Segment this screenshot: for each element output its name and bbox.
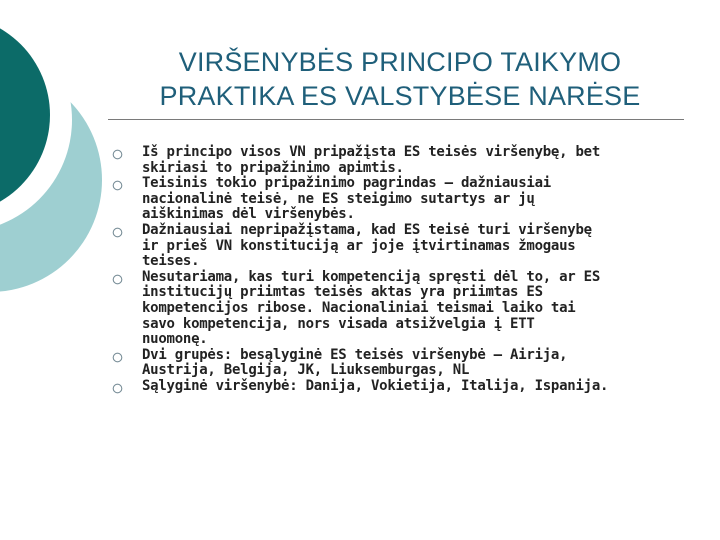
circle-bullet-icon <box>112 352 123 363</box>
bullet-line: aiškinimas dėl viršenybės. <box>142 206 355 223</box>
bullet-line: Iš principo visos VN pripažįsta ES teisės viršenybę, bet <box>142 144 601 160</box>
bullet-item <box>112 348 692 379</box>
circle-bullet-icon <box>112 149 123 160</box>
bullet-text <box>142 176 692 223</box>
circle-bullet-icon <box>112 180 123 191</box>
circle-bullet-icon <box>112 274 123 285</box>
bullet-text <box>142 223 692 270</box>
bullet-item <box>112 223 692 270</box>
bullet-line: kompetencijos ribose. Nacionaliniai teismai laiko tai <box>142 299 576 316</box>
bullet-item <box>112 270 692 348</box>
circle-bullet-icon <box>112 227 123 238</box>
bullet-line: Sąlyginė viršenybė: Danija, Vokietija, Italija, Ispanija. <box>142 377 609 394</box>
bullet-line: Dvi grupės: besąlyginė ES teisės viršenybė – Airija, <box>142 346 568 363</box>
circle-bullet-icon <box>112 383 123 394</box>
title-divider <box>108 119 684 120</box>
title-line-2: PRAKTIKA ES VALSTYBĖSE NARĖSE <box>159 81 641 111</box>
bullet-line: Nesutariama, kas turi kompetenciją spręsti dėl to, ar ES <box>142 268 601 285</box>
bullet-line: nacionalinė teisė, ne ES steigimo sutartys ar jų <box>142 190 535 207</box>
bullet-line: Austrija, Belgija, JK, Liuksemburgas, NL <box>142 362 470 379</box>
bullet-line: institucijų priimtas teisės aktas yra priimtas ES <box>142 284 543 301</box>
bullet-line: teises. <box>142 253 200 270</box>
bullet-text <box>142 348 692 379</box>
title-line-1: VIRŠENYBĖS PRINCIPO TAIKYMO <box>178 47 622 77</box>
bullet-line: Teisinis tokio pripažinimo pagrindas – dažniausiai <box>142 175 551 192</box>
bullet-line: skiriasi to pripažinimo apimtis. <box>142 159 404 176</box>
bullet-item <box>112 176 692 223</box>
slide-title <box>120 45 680 113</box>
bullet-item <box>112 145 692 176</box>
bullet-list <box>112 145 692 395</box>
bullet-line: nuomonę. <box>142 331 208 348</box>
bullet-line: Dažniausiai nepripažįstama, kad ES teisė turi viršenybę <box>142 221 592 238</box>
bullet-text <box>142 270 692 348</box>
bullet-line: ir prieš VN konstituciją ar joje įtvirtinamas žmogaus <box>142 237 576 254</box>
bullet-text <box>142 379 692 395</box>
bullet-text <box>142 145 692 176</box>
bullet-item <box>112 379 692 395</box>
bullet-line: savo kompetencija, nors visada atsižvelgia į ETT <box>142 315 535 332</box>
